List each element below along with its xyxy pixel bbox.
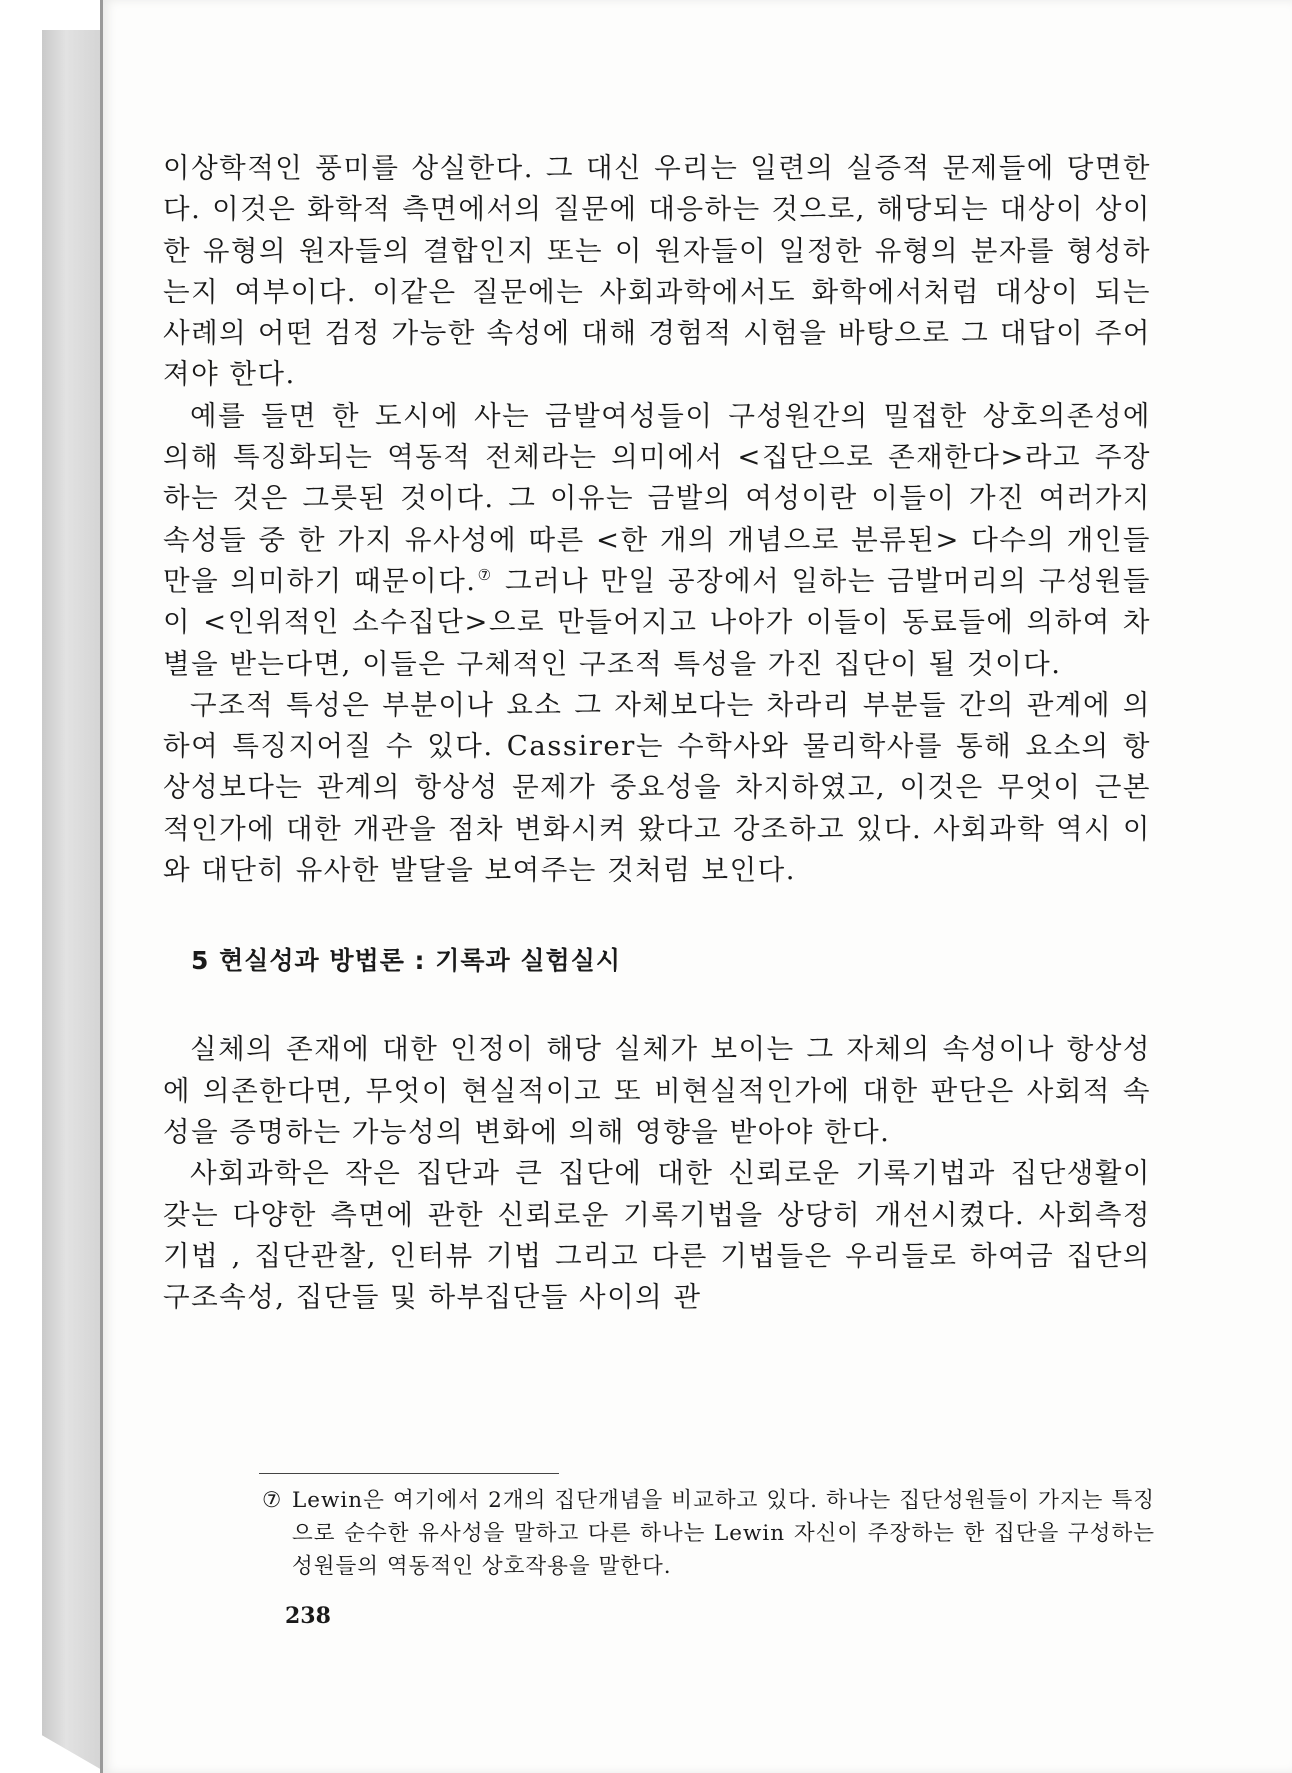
footnote-text: Lewin은 여기에서 2개의 집단개념을 비교하고 있다. 하나는 집단성원들이 가지는 특징으로 순수한 유사성을 말하고 다른 하나는 Lewin 자신이 주장하는 한 집단을 구성하는 성원들의 역동적인 상호작용을 말한다. [292, 1488, 1155, 1579]
paragraph-3: 구조적 특성은 부분이나 요소 그 자체보다는 차라리 부분들 간의 관계에 의하여 특징지어질 수 있다. Cassirer는 수학사와 물리학사를 통해 요소의 항상성보다는 관계의 항상성 문제가 중요성을 차지하였고, 이것은 무엇이 근본적인가에 대한 개관을 점차 변화시켜 왔다고 강조하고 있다. 사회과학 역시 이와 대단히 유사한 발달을 보여주는 것처럼 보인다. [163, 688, 1151, 887]
footnote [262, 1484, 1155, 1583]
body-text [163, 148, 1151, 1318]
paragraph-1: 이상학적인 풍미를 상실한다. 그 대신 우리는 일련의 실증적 문제들에 당면한다. 이것은 화학적 측면에서의 질문에 대응하는 것으로, 해당되는 대상이 상이한 유형의 원자들의 결합인지 또는 이 원자들이 일정한 유형의 분자를 형성하는지 여부이다. 이같은 질문에는 사회과학에서도 화학에서처럼 대상이 되는 사례의 어떤 검정 가능한 속성에 대해 경험적 시험을 바탕으로 그 대답이 주어져야 한다. [163, 152, 1151, 391]
page-number: 238 [285, 1603, 331, 1629]
section-heading: 5 현실성과 방법론 : 기록과 실험실시 [191, 946, 622, 976]
footnote-reference: ⑦ [476, 565, 494, 584]
footnote-marker: ⑦ [262, 1488, 283, 1513]
paragraph-4: 실체의 존재에 대한 인정이 해당 실체가 보이는 그 자체의 속성이나 항상성에 의존한다면, 무엇이 현실적이고 또 비현실적인가에 대한 판단은 사회적 속성을 증명하는 가능성의 변화에 의해 영향을 받아야 한다. [163, 1033, 1151, 1148]
paragraph-2-text: 예를 들면 한 도시에 사는 금발여성들이 구성원간의 밀접한 상호의존성에 의해 특징화되는 역동적 전체라는 의미에서 <집단으로 존재한다>라고 주장하는 것은 그릇된 것이다. 그 이유는 금발의 여성이란 이들이 가진 여러가지 속성들 중 한 가지 유사성에 따른 <한 개의 개념으로 분류된> 다수의 개인들만을 의미하기 때문이다. [163, 399, 1151, 597]
footnote-divider [259, 1473, 559, 1474]
paragraph-2 [163, 396, 1151, 685]
book-spine-side [42, 30, 102, 1770]
paragraph-2-continued: 그러나 만일 공장에서 일하는 금발머리의 구성원들이 <인위적인 소수집단>으로 만들어지고 나아가 이들이 동료들에 의하여 차별을 받는다면, 이들은 구체적인 구조적 특성을 가진 집단이 될 것이다. [163, 564, 1151, 680]
page-edge [100, 0, 103, 1773]
paragraph-5: 사회과학은 작은 집단과 큰 집단에 대한 신뢰로운 기록기법과 집단생활이 갖는 다양한 측면에 관한 신뢰로운 기록기법을 상당히 개선시켰다. 사회측정 기법 , 집단관찰, 인터뷰 기법 그리고 다른 기법들은 우리들로 하여금 집단의 구조속성, 집단들 및 하부집단들 사이의 관 [163, 1157, 1151, 1314]
